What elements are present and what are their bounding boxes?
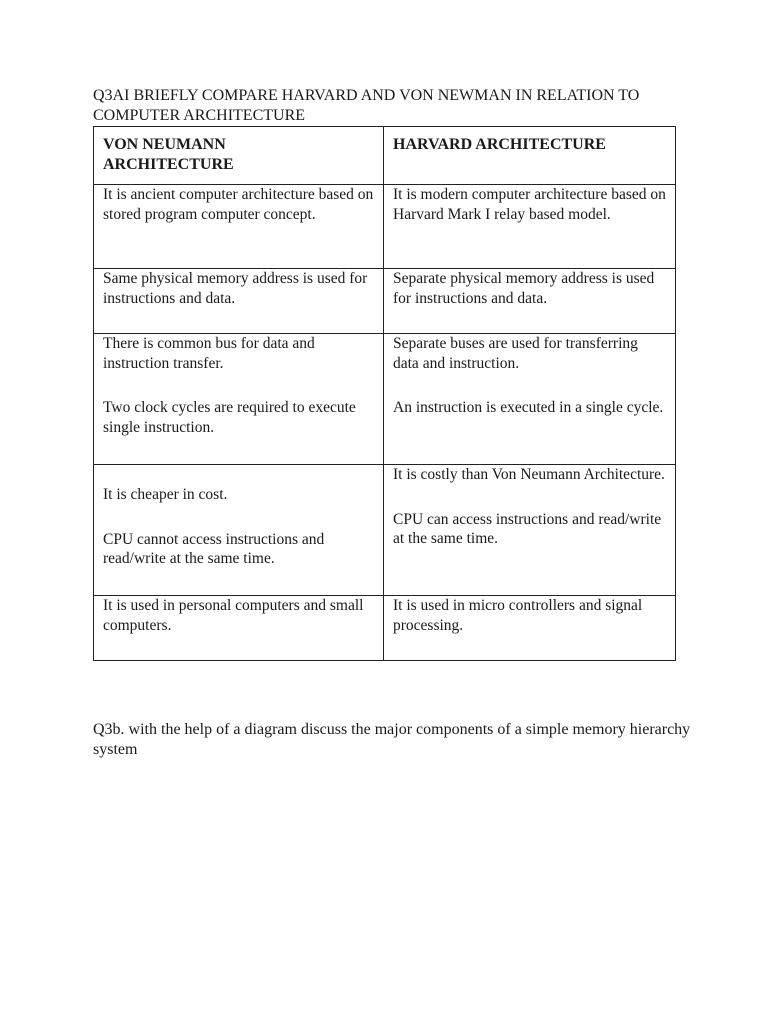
- cell-von-neumann: [94, 596, 384, 661]
- cell-text: An instruction is executed in a single cycle.: [393, 399, 664, 416]
- cell-text: CPU can access instructions and read/write at the same time.: [393, 510, 662, 547]
- cell-text: Two clock cycles are required to execute single instruction.: [103, 399, 356, 436]
- table-row: [94, 596, 676, 661]
- table-row: [94, 269, 676, 334]
- cell-text: It is cheaper in cost.: [103, 486, 228, 503]
- cell-text: CPU cannot access instructions and read/write at the same time.: [103, 530, 325, 567]
- table-header-row: [94, 127, 676, 185]
- question-a-title: Q3AI BRIEFLY COMPARE HARVARD AND VON NEWMAN IN RELATION TO COMPUTER ARCHITECTURE: [93, 87, 640, 124]
- header-harvard: HARVARD ARCHITECTURE: [384, 127, 676, 185]
- cell-text: It is used in micro controllers and signal processing.: [393, 597, 643, 634]
- cell-harvard: [384, 185, 676, 269]
- table-row: [94, 465, 676, 596]
- cell-von-neumann: [94, 334, 384, 465]
- cell-text: Separate physical memory address is used for instructions and data.: [393, 270, 655, 307]
- question-b-text: Q3b. with the help of a diagram discuss the major components of a simple memory hierarchy system: [93, 721, 691, 758]
- cell-harvard: [384, 334, 676, 465]
- cell-harvard: [384, 465, 676, 596]
- cell-text: It is costly than Von Neumann Architecture.: [393, 466, 665, 483]
- cell-von-neumann: [94, 465, 384, 596]
- header-von-neumann-line1: VON NEUMANN: [103, 136, 226, 153]
- header-von-neumann: [94, 127, 384, 185]
- cell-text: Separate buses are used for transferring data and instruction.: [393, 335, 638, 372]
- cell-text: It is ancient computer architecture based on stored program computer concept.: [103, 186, 374, 223]
- table-row: [94, 334, 676, 465]
- cell-von-neumann: [94, 185, 384, 269]
- cell-text: Same physical memory address is used for instructions and data.: [103, 270, 368, 307]
- header-von-neumann-line2: ARCHITECTURE: [103, 156, 234, 173]
- cell-text: It is modern computer architecture based on Harvard Mark I relay based model.: [393, 186, 666, 223]
- table-row: [94, 185, 676, 269]
- cell-text: There is common bus for data and instruction transfer.: [103, 335, 315, 372]
- cell-harvard: [384, 269, 676, 334]
- cell-von-neumann: [94, 269, 384, 334]
- comparison-table: [93, 126, 676, 661]
- cell-harvard: [384, 596, 676, 661]
- cell-text: It is used in personal computers and small computers.: [103, 597, 364, 634]
